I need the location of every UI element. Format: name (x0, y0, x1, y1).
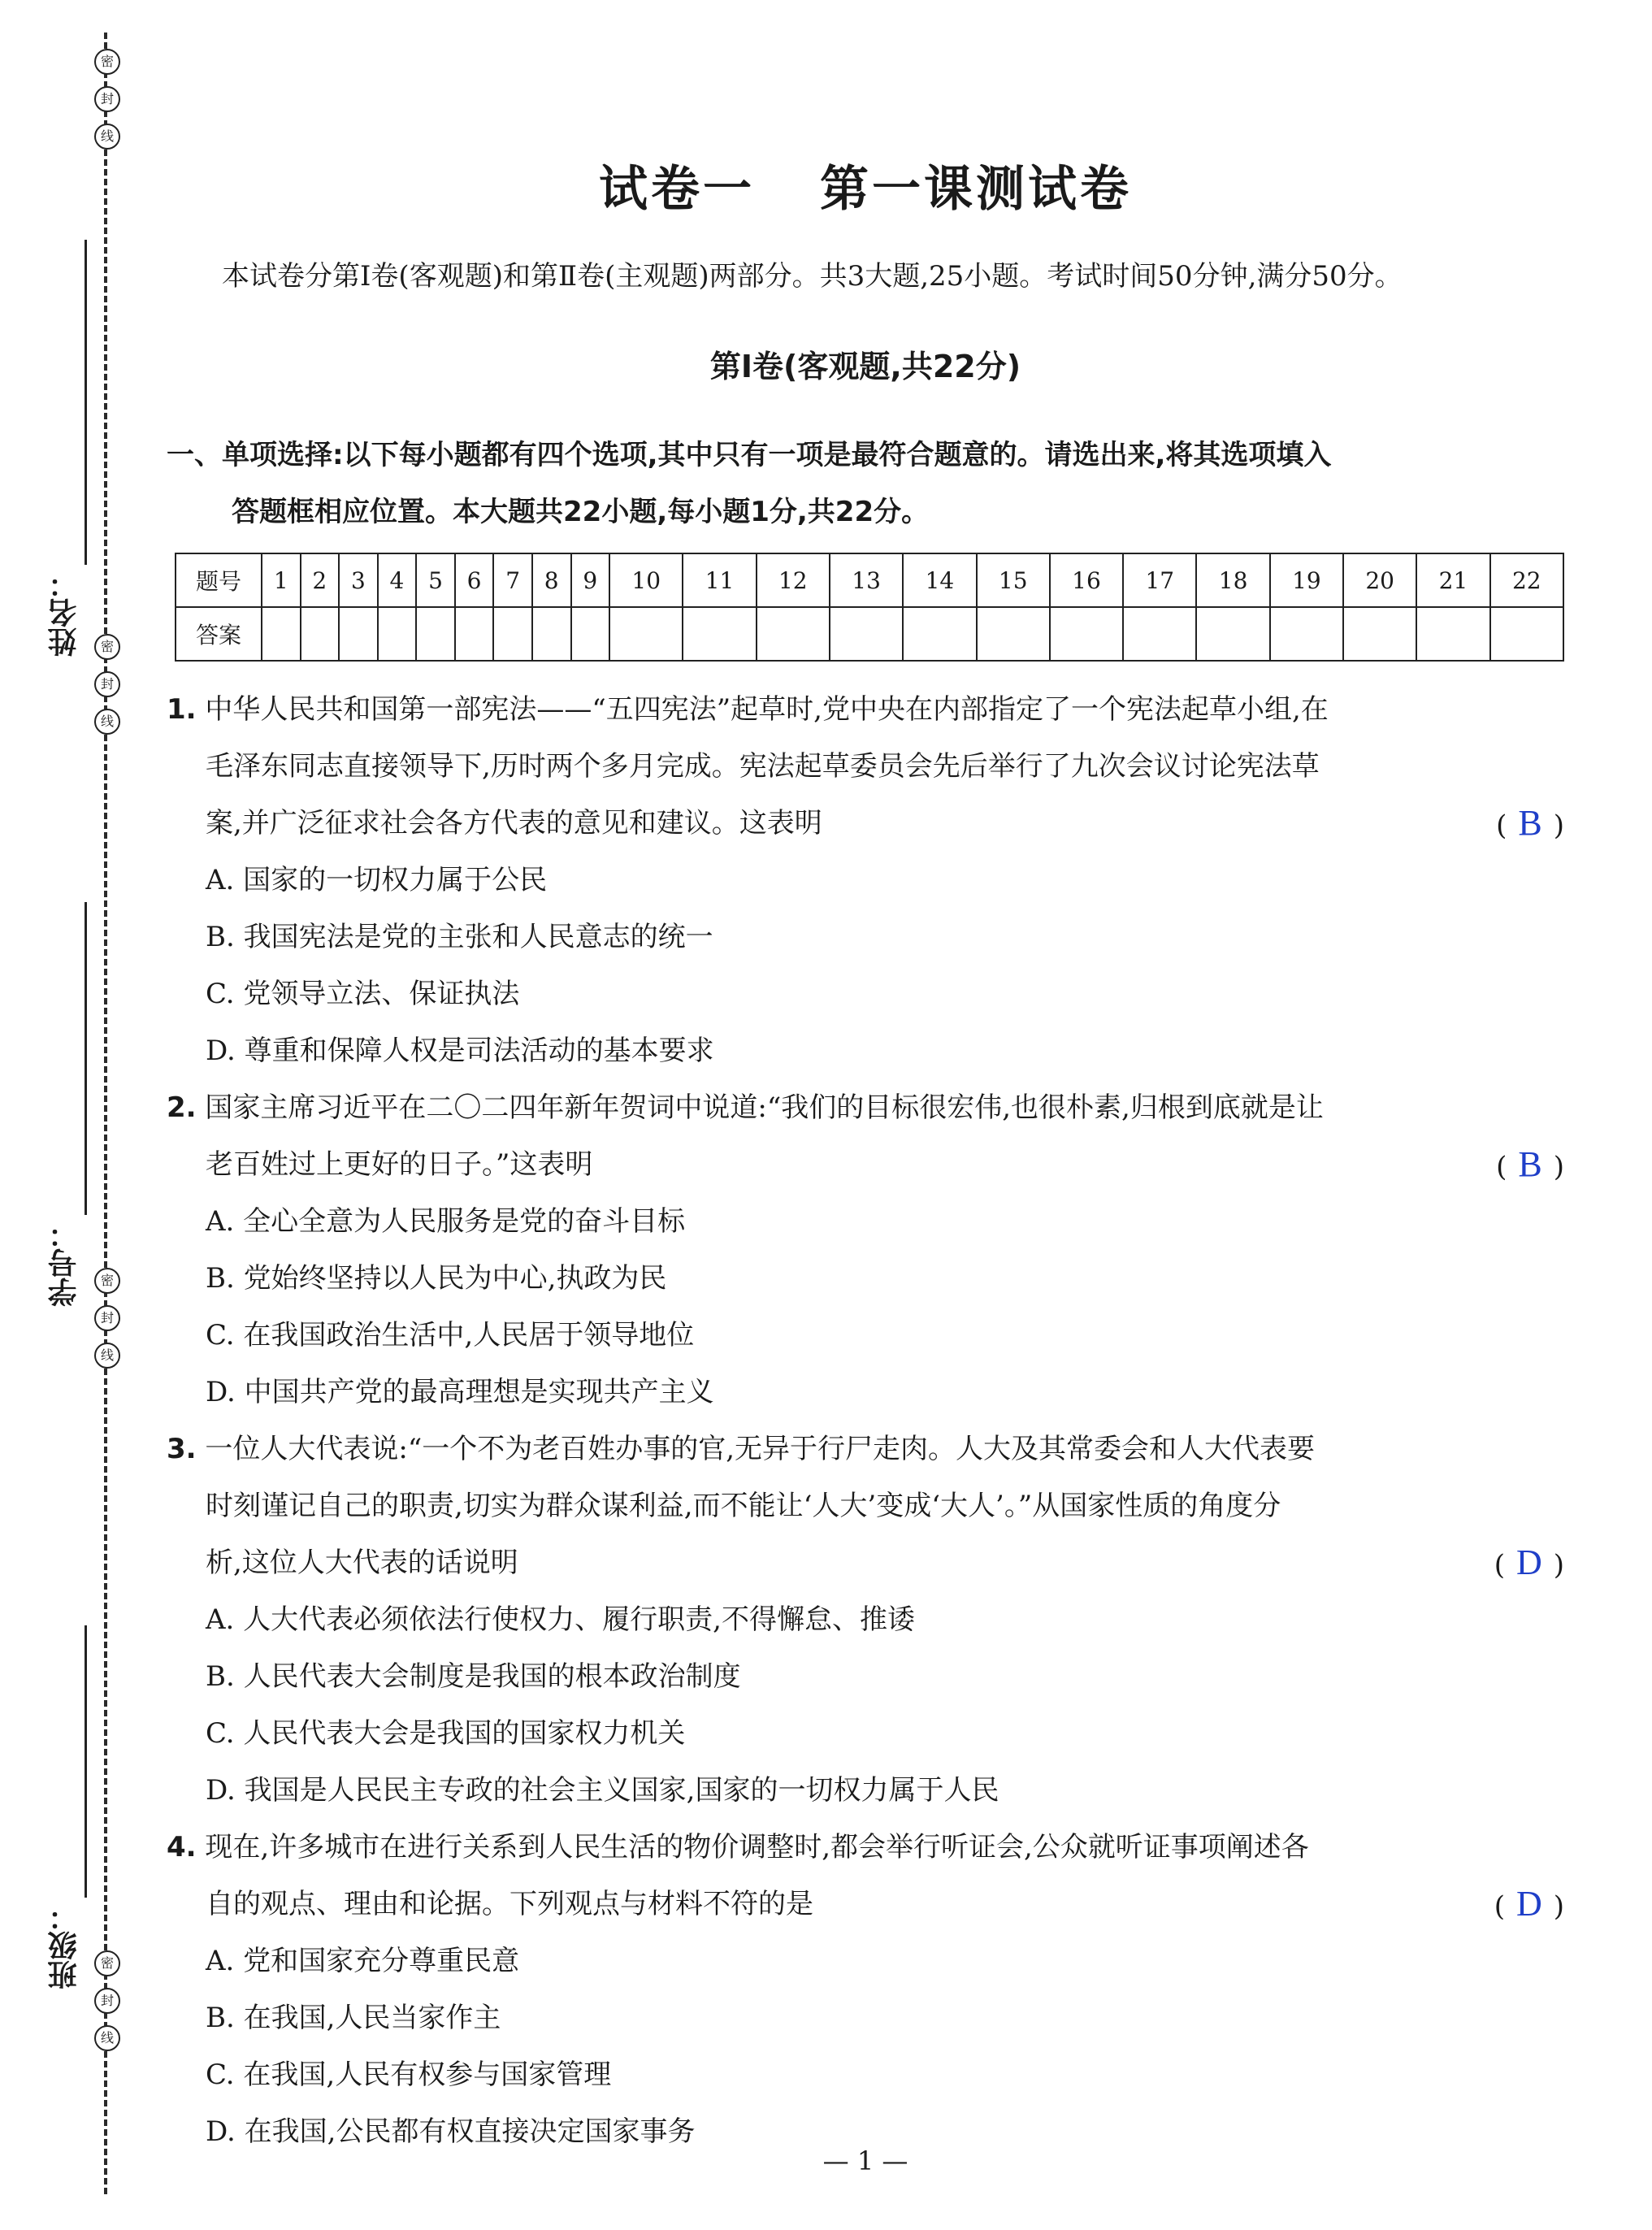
question-2 (167, 1079, 1564, 1421)
instruction-line-2: 答题框相应位置。本大题共22小题,每小题1分,共22分。 (232, 496, 930, 528)
seal-char: 线 (94, 709, 120, 735)
grid-answer-cell[interactable] (609, 607, 683, 661)
answer-grid-answer-row (176, 607, 1563, 661)
option-b: B. 在我国,人民当家作主 (206, 2002, 501, 2034)
question-text-line: 一位人大代表说:“一个不为老百姓办事的官,无异于行尸走肉。人大及其常委会和人大代表要 (205, 1433, 1316, 1465)
seal-group-bottom (94, 1950, 119, 2063)
grid-answer-cell[interactable] (1123, 607, 1196, 661)
grid-number: 9 (571, 553, 610, 607)
grid-answer-cell[interactable] (1490, 607, 1563, 661)
question-text-line: 老百姓过上更好的日子。”这表明 (206, 1148, 593, 1181)
grid-answer-cell[interactable] (1050, 607, 1123, 661)
grid-answer-cell[interactable] (1343, 607, 1416, 661)
answer-bracket: ( D ) (1494, 1884, 1564, 1924)
option-c: C. 人民代表大会是我国的国家权力机关 (206, 1717, 686, 1750)
grid-number: 15 (977, 553, 1050, 607)
name-underline (85, 240, 87, 565)
grid-number: 17 (1123, 553, 1196, 607)
grid-answer-cell[interactable] (571, 607, 610, 661)
title-part-2: 第一课测试卷 (820, 161, 1132, 218)
seal-char: 密 (94, 1950, 120, 1976)
grid-number: 5 (416, 553, 455, 607)
grid-answer-cell[interactable] (1196, 607, 1269, 661)
grid-number: 12 (757, 553, 830, 607)
seal-char: 封 (94, 1305, 120, 1331)
grid-answer-cell[interactable] (301, 607, 340, 661)
grid-number: 22 (1490, 553, 1563, 607)
question-text-line: 析,这位人大代表的话说明 (206, 1547, 518, 1579)
option-a: A. 人大代表必须依法行使权力、履行职责,不得懈怠、推诿 (206, 1603, 915, 1636)
grid-number: 6 (455, 553, 494, 607)
name-field[interactable] (49, 569, 81, 657)
option-b: B. 党始终坚持以人民为中心,执政为民 (206, 1262, 667, 1295)
question-text-line: 国家主席习近平在二〇二四年新年贺词中说道:“我们的目标很宏伟,也很朴素,归根到底就是让 (205, 1091, 1324, 1124)
grid-number: 2 (301, 553, 340, 607)
intro-text: 本试卷分第Ⅰ卷(客观题)和第Ⅱ卷(主观题)两部分。共3大题,25小题。考试时间50分钟,满分50分。 (222, 260, 1403, 293)
grid-number: 20 (1343, 553, 1416, 607)
grid-answer-cell[interactable] (1416, 607, 1489, 661)
grid-answer-cell[interactable] (532, 607, 571, 661)
answer-mark: D (1515, 1542, 1542, 1582)
question-text-line: 现在,许多城市在进行关系到人民生活的物价调整时,都会举行听证会,公众就听证事项阐述各 (205, 1831, 1309, 1863)
seal-char: 线 (94, 2025, 120, 2051)
grid-number: 16 (1050, 553, 1123, 607)
seal-group-top (94, 49, 119, 161)
grid-answer-cell[interactable] (416, 607, 455, 661)
answer-grid-number-row (176, 553, 1563, 607)
grid-answer-cell[interactable] (830, 607, 903, 661)
option-b: B. 我国宪法是党的主张和人民意志的统一 (206, 921, 713, 953)
page-title (167, 150, 1564, 220)
grid-answer-cell[interactable] (339, 607, 378, 661)
option-d: D. 尊重和保障人权是司法活动的基本要求 (206, 1035, 714, 1067)
grid-answer-cell[interactable] (262, 607, 301, 661)
option-c: C. 在我国,人民有权参与国家管理 (206, 2059, 612, 2091)
grid-answer-cell[interactable] (757, 607, 830, 661)
answer-mark: B (1518, 803, 1542, 843)
option-b: B. 人民代表大会制度是我国的根本政治制度 (206, 1660, 741, 1693)
student-id-label: 学号： (48, 1219, 81, 1307)
grid-answer-cell[interactable] (683, 607, 756, 661)
seal-group-upper (94, 634, 119, 746)
title-part-1: 试卷一 (599, 161, 755, 218)
option-d: D. 中国共产党的最高理想是实现共产主义 (206, 1376, 714, 1408)
grid-number: 10 (609, 553, 683, 607)
seal-char: 封 (94, 671, 120, 697)
name-label: 姓名： (48, 569, 81, 657)
student-id-underline (85, 902, 87, 1215)
question-text-line: 中华人民共和国第一部宪法——“五四宪法”起草时,党中央在内部指定了一个宪法起草小组,在 (205, 693, 1329, 726)
answer-bracket: ( B ) (1496, 803, 1564, 843)
instruction-line-1: 一、单项选择:以下每小题都有四个选项,其中只有一项是最符合题意的。请选出来,将其选项填入 (167, 439, 1332, 471)
question-3 (167, 1421, 1564, 1819)
grid-number: 14 (903, 553, 976, 607)
seal-char: 密 (94, 1268, 120, 1294)
option-a: A. 党和国家充分尊重民意 (206, 1945, 520, 1977)
seal-char: 密 (94, 634, 120, 660)
grid-row-label: 题号 (176, 553, 262, 607)
class-underline (85, 1625, 87, 1898)
seal-char: 封 (94, 1988, 120, 2014)
seal-dashed-line (104, 33, 107, 2194)
seal-char: 密 (94, 49, 120, 75)
question-text-line: 毛泽东同志直接领导下,历时两个多月完成。宪法起草委员会先后举行了九次会议讨论宪法草 (206, 750, 1320, 783)
answer-grid (175, 553, 1564, 662)
grid-number: 19 (1270, 553, 1343, 607)
grid-number: 3 (339, 553, 378, 607)
grid-number: 1 (262, 553, 301, 607)
grid-number: 21 (1416, 553, 1489, 607)
option-d: D. 在我国,公民都有权直接决定国家事务 (206, 2115, 696, 2148)
answer-mark: B (1518, 1144, 1542, 1184)
option-c: C. 党领导立法、保证执法 (206, 978, 520, 1010)
grid-answer-cell[interactable] (378, 607, 417, 661)
student-id-field[interactable] (49, 1219, 81, 1307)
grid-number: 8 (532, 553, 571, 607)
section-title: 第Ⅰ卷(客观题,共22分) (709, 349, 1021, 384)
question-1 (167, 681, 1564, 1079)
seal-group-middle (94, 1268, 119, 1380)
grid-number: 7 (493, 553, 532, 607)
grid-number: 4 (378, 553, 417, 607)
option-a: A. 全心全意为人民服务是党的奋斗目标 (206, 1205, 686, 1238)
seal-char: 线 (94, 1343, 120, 1369)
seal-char: 线 (94, 124, 120, 150)
grid-answer-cell[interactable] (903, 607, 976, 661)
class-label: 班级： (48, 1902, 81, 1989)
question-text-line: 自的观点、理由和论据。下列观点与材料不符的是 (206, 1888, 813, 1920)
grid-answer-cell[interactable] (493, 607, 532, 661)
option-c: C. 在我国政治生活中,人民居于领导地位 (206, 1319, 695, 1351)
question-text-line: 案,并广泛征求社会各方代表的意见和建议。这表明 (206, 807, 822, 840)
question-number: 2. (167, 1091, 197, 1124)
binding-margin (0, 0, 163, 2230)
instruction (167, 427, 1564, 540)
grid-row-label: 答案 (176, 607, 262, 661)
option-a: A. 国家的一切权力属于公民 (206, 864, 548, 896)
class-field[interactable] (49, 1902, 81, 1989)
grid-answer-cell[interactable] (977, 607, 1050, 661)
grid-number: 11 (683, 553, 756, 607)
grid-answer-cell[interactable] (455, 607, 494, 661)
grid-number: 18 (1196, 553, 1269, 607)
grid-number: 13 (830, 553, 903, 607)
question-text-line: 时刻谨记自己的职责,切实为群众谋利益,而不能让‘人大’变成‘大人’。”从国家性质的角度分 (206, 1490, 1281, 1522)
question-number: 3. (167, 1433, 197, 1465)
answer-mark: D (1515, 1884, 1542, 1924)
seal-char: 封 (94, 86, 120, 112)
option-d: D. 我国是人民民主专政的社会主义国家,国家的一切权力属于人民 (206, 1774, 999, 1807)
page-number: — 1 — (822, 2145, 908, 2176)
answer-bracket: ( D ) (1494, 1542, 1564, 1582)
question-number: 1. (167, 693, 197, 726)
question-number: 4. (167, 1831, 197, 1863)
answer-bracket: ( B ) (1496, 1144, 1564, 1184)
question-4 (167, 1819, 1564, 2160)
grid-answer-cell[interactable] (1270, 607, 1343, 661)
